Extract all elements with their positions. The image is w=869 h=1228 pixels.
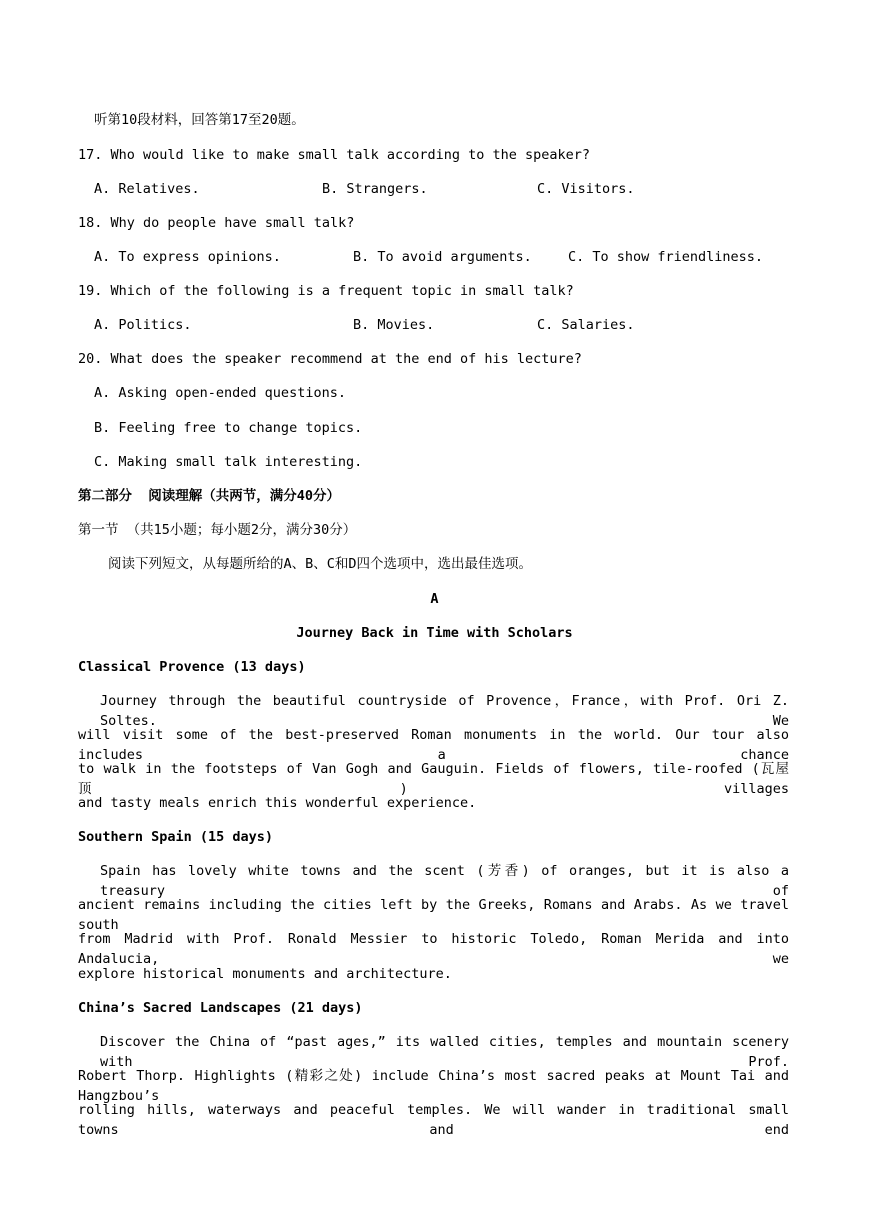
tour-spain-line: ancient remains including the cities left by the Greeks, Romans and Arabs. As we travel south — [78, 897, 789, 933]
reading-section-title: 第一节 （共15小题；每小题2分，满分30分） — [78, 522, 357, 538]
question-17-option-c: C. Visitors. — [537, 181, 635, 197]
tour-provence-line: will visit some of the best-preserved Roman monuments in the world. Our tour also includes a chance — [78, 727, 789, 763]
question-19-stem: 19. Which of the following is a frequent topic in small talk? — [78, 283, 574, 299]
tour-heading-provence: Classical Provence (13 days) — [78, 659, 306, 675]
question-19-option-c: C. Salaries. — [537, 317, 635, 333]
passage-letter: A — [430, 591, 439, 607]
question-20-option-c: C. Making small talk interesting. — [94, 454, 363, 470]
listening-intro: 听第10段材料，回答第17至20题。 — [94, 112, 305, 128]
question-19-option-a: A. Politics. — [94, 317, 192, 333]
tour-spain-line: from Madrid with Prof. Ronald Messier to historic Toledo, Roman Merida and into Andalucia, we — [78, 931, 789, 967]
tour-heading-china: China’s Sacred Landscapes (21 days) — [78, 1000, 363, 1016]
tour-china-line: rolling hills, waterways and peaceful temples. We will wander in traditional small towns and end — [78, 1102, 789, 1138]
passage-title: Journey Back in Time with Scholars — [296, 625, 573, 641]
tour-spain-line: Spain has lovely white towns and the scent (芳香) of oranges, but it is also a treasury of — [100, 863, 789, 899]
question-20-option-a: A. Asking open-ended questions. — [94, 385, 346, 401]
tour-heading-spain: Southern Spain (15 days) — [78, 829, 274, 845]
reading-instruction: 阅读下列短文，从每题所给的A、B、C和D四个选项中，选出最佳选项。 — [108, 556, 533, 572]
question-18-option-b: B. To avoid arguments. — [353, 249, 532, 265]
tour-spain-line: explore historical monuments and architecture. — [78, 966, 452, 982]
question-18-option-c: C. To show friendliness. — [568, 249, 764, 265]
tour-provence-line: to walk in the footsteps of Van Gogh and Gauguin. Fields of flowers, tile-roofed (瓦屋顶) villages — [78, 761, 789, 797]
question-20-stem: 20. What does the speaker recommend at the end of his lecture? — [78, 351, 582, 367]
question-17-option-a: A. Relatives. — [94, 181, 200, 197]
question-18-stem: 18. Why do people have small talk? — [78, 215, 355, 231]
tour-china-line: Discover the China of “past ages,” its walled cities, temples and mountain scenery with Prof. — [100, 1034, 789, 1070]
tour-provence-line: and tasty meals enrich this wonderful experience. — [78, 795, 477, 811]
question-20-option-b: B. Feeling free to change topics. — [94, 420, 363, 436]
question-17-stem: 17. Who would like to make small talk according to the speaker? — [78, 147, 591, 163]
question-17-option-b: B. Strangers. — [322, 181, 428, 197]
tour-provence-line: Journey through the beautiful countryside of Provence，France，with Prof. Ori Z. Soltes. We — [100, 693, 789, 729]
question-18-option-a: A. To express opinions. — [94, 249, 281, 265]
question-19-option-b: B. Movies. — [353, 317, 435, 333]
reading-part-title: 第二部分 阅读理解（共两节，满分40分） — [78, 488, 341, 504]
tour-china-line: Robert Thorp. Highlights (精彩之处) include China’s most sacred peaks at Mount Tai and Hangzbou’s — [78, 1068, 789, 1104]
